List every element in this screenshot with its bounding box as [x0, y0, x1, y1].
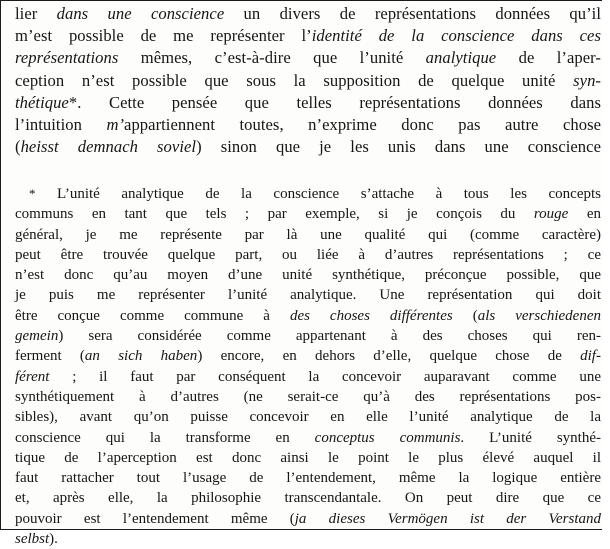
footnote-line [15, 326, 601, 346]
text-segment: . L’unité synthé- [460, 429, 601, 446]
footnote-line [15, 225, 601, 245]
page-edge [602, 0, 610, 530]
text-segment: ; il faut par conséquent la concevoir auparavant comme une [49, 368, 601, 385]
italic-text: selbst [15, 531, 50, 548]
text-segment: faut rattacher tout l’usage de l’entendement, même la logique entière [15, 470, 601, 487]
main-text [15, 3, 601, 158]
text-line [15, 136, 601, 158]
text-line [15, 114, 601, 136]
footnote-line [15, 407, 601, 427]
text-segment: tique de l’aperception est donc ainsi le point le plus élevé auquel il [15, 449, 601, 466]
italic-text: conceptus communis [314, 429, 461, 446]
italic-text: gemein [15, 328, 59, 345]
italic-text: analytique [425, 48, 497, 68]
footnote-line [15, 285, 601, 305]
footnote [15, 184, 601, 549]
footnote-line [15, 265, 601, 285]
text-segment: ferment ( [15, 348, 85, 365]
footnote-line [15, 346, 601, 366]
text-segment: n’est donc qu’au moyen d’une unité synthétique, préconçue possible, que [15, 267, 601, 284]
footnote-line [15, 509, 601, 529]
text-segment: ) encore, en dehors d’elle, quelque chose de [197, 348, 581, 365]
footnote-line [15, 204, 601, 224]
text-segment: communs en tant que tels ; par exemple, si je conçois du [15, 206, 534, 223]
text-segment: un divers de représentations données qu’il [224, 4, 601, 23]
text-segment: en [568, 206, 601, 223]
text-segment: conscience qui la transforme en [15, 429, 315, 446]
footnote-line [15, 448, 601, 468]
italic-text: an sich haben [84, 348, 198, 365]
italic-text: thétique [15, 92, 69, 112]
text-segment: de l’aper- [496, 48, 601, 68]
text-segment: ( [15, 137, 21, 157]
italic-text: dans une conscience [56, 4, 225, 23]
text-segment: mêmes, c’est-à-dire que l’unité [118, 48, 426, 68]
text-segment: ). [49, 531, 58, 548]
text-segment: synthétiquement à d’autres (ne serait-ce qu’à des représentations pos- [15, 388, 601, 405]
footnote-line [15, 428, 601, 448]
text-segment: et, après elle, la philosophie transcendantale. On peut dire que ce [15, 490, 601, 507]
footnote-line [15, 306, 601, 326]
italic-text: férent [15, 368, 50, 385]
footnote-line [15, 184, 601, 204]
italic-text: dif- [580, 348, 601, 365]
footnote-line [15, 367, 601, 387]
text-segment: ( [452, 307, 478, 324]
text-segment: peut être trouvée quelque part, ou liée à d’autres représentations ; ce [15, 246, 601, 263]
text-segment: je puis me représenter l’unité analytique. Une représentation qui doit [15, 287, 601, 304]
italic-text: m’ [106, 115, 125, 135]
italic-text: als verschiedenen [477, 307, 602, 324]
italic-text: identité de la conscience dans ces [311, 26, 601, 46]
text-segment: appartiennent toutes, n’exprime donc pas autre chose [124, 115, 601, 135]
text-segment: *. Cette pensée que telles représentations données dans [68, 92, 601, 112]
text-line [15, 92, 601, 114]
footnote-line [15, 245, 601, 265]
footnote-line [15, 387, 601, 407]
text-segment: lier [15, 4, 57, 23]
italic-text: des choses différentes [289, 307, 453, 324]
footnote-line [15, 529, 601, 549]
text-line [15, 3, 601, 25]
text-segment: m’est possible de me représenter l’ [15, 26, 312, 46]
italic-text: représentations [15, 48, 119, 68]
text-segment: sibles), avant qu’on puisse concevoir en elle l’unité analytique de la [15, 409, 601, 426]
text-segment: ) sera considérée comme appartenant à des choses qui ren- [58, 328, 601, 345]
text-segment: L’unité analytique de la conscience s’attache à tous les concepts [35, 186, 601, 202]
text-segment: ) sinon que je les unis dans une conscience [196, 137, 601, 157]
italic-text: heisst demnach soviel [20, 137, 197, 157]
text-segment: ception n’est possible que sous la supposition de quelque unité [15, 70, 574, 90]
text-line [15, 47, 601, 69]
footnote-line [15, 488, 601, 508]
text-line [15, 25, 601, 47]
text-segment: pouvoir est l’entendement même ( [15, 510, 295, 527]
italic-text: rouge [533, 206, 569, 223]
footnote-marker: * [29, 186, 36, 201]
footnote-line [15, 468, 601, 488]
text-segment: l’intuition [15, 115, 107, 135]
italic-text: ja dieses Vermögen ist der Verstand [294, 510, 601, 527]
text-line [15, 70, 601, 92]
text-segment: être conçue comme commune à [15, 307, 290, 324]
italic-text: syn- [573, 70, 601, 90]
text-segment: général, je me représente par là une qualité qui (comme caractère) [15, 226, 601, 243]
